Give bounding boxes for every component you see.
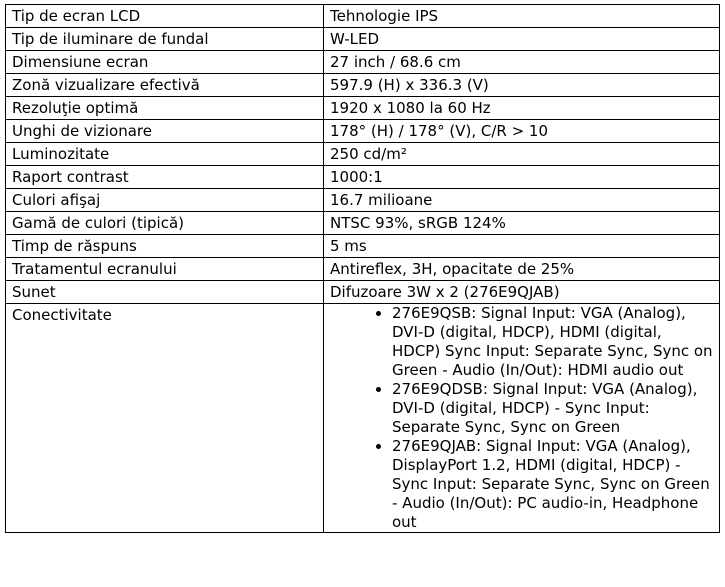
spec-row <box>6 212 720 235</box>
connectivity-label: Conectivitate <box>6 304 324 533</box>
spec-value: W-LED <box>324 28 720 51</box>
spec-row <box>6 166 720 189</box>
spec-label: Luminozitate <box>6 143 324 166</box>
spec-label: Gamă de culori (tipică) <box>6 212 324 235</box>
spec-row <box>6 235 720 258</box>
connectivity-item: • 276E9QSB: Signal Input: VGA (Analog), DVI-D (digital, HDCP), HDMI (digital, HDCP) Sync Input: Separate Sync, Sync on Green - Audio (In/Out): HDMI audio out <box>392 304 713 380</box>
spec-label: Rezoluţie optimă <box>6 97 324 120</box>
spec-value: 27 inch / 68.6 cm <box>324 51 720 74</box>
spec-row <box>6 51 720 74</box>
spec-label: Zonă vizualizare efectivă <box>6 74 324 97</box>
spec-table <box>5 4 720 533</box>
spec-label: Timp de răspuns <box>6 235 324 258</box>
spec-value: 178° (H) / 178° (V), C/R > 10 <box>324 120 720 143</box>
spec-row <box>6 258 720 281</box>
spec-row <box>6 5 720 28</box>
spec-row <box>6 143 720 166</box>
spec-value: 1920 x 1080 la 60 Hz <box>324 97 720 120</box>
spec-label: Dimensiune ecran <box>6 51 324 74</box>
spec-row <box>6 281 720 304</box>
connectivity-list <box>330 304 713 532</box>
spec-value: Difuzoare 3W x 2 (276E9QJAB) <box>324 281 720 304</box>
spec-value: 250 cd/m² <box>324 143 720 166</box>
spec-label: Tratamentul ecranului <box>6 258 324 281</box>
connectivity-item: • 276E9QJAB: Signal Input: VGA (Analog), DisplayPort 1.2, HDMI (digital, HDCP) - Sync Input: Separate Sync, Sync on Green - Audio (In/Out): PC audio-in, Headphone out <box>392 437 713 532</box>
spec-value: 16.7 milioane <box>324 189 720 212</box>
spec-label: Tip de iluminare de fundal <box>6 28 324 51</box>
spec-row <box>6 97 720 120</box>
spec-label: Tip de ecran LCD <box>6 5 324 28</box>
connectivity-row <box>6 304 720 533</box>
spec-value: 5 ms <box>324 235 720 258</box>
spec-value: Tehnologie IPS <box>324 5 720 28</box>
spec-label: Culori afişaj <box>6 189 324 212</box>
connectivity-value <box>324 304 720 533</box>
connectivity-item: • 276E9QDSB: Signal Input: VGA (Analog), DVI-D (digital, HDCP) - Sync Input: Separate Sync, Sync on Green <box>392 380 713 437</box>
spec-label: Unghi de vizionare <box>6 120 324 143</box>
spec-label: Sunet <box>6 281 324 304</box>
spec-label: Raport contrast <box>6 166 324 189</box>
spec-row <box>6 28 720 51</box>
spec-value: NTSC 93%, sRGB 124% <box>324 212 720 235</box>
spec-value: 597.9 (H) x 336.3 (V) <box>324 74 720 97</box>
spec-table-body <box>6 5 720 533</box>
spec-value: 1000:1 <box>324 166 720 189</box>
spec-row <box>6 120 720 143</box>
spec-row <box>6 189 720 212</box>
spec-row <box>6 74 720 97</box>
spec-value: Antireflex, 3H, opacitate de 25% <box>324 258 720 281</box>
